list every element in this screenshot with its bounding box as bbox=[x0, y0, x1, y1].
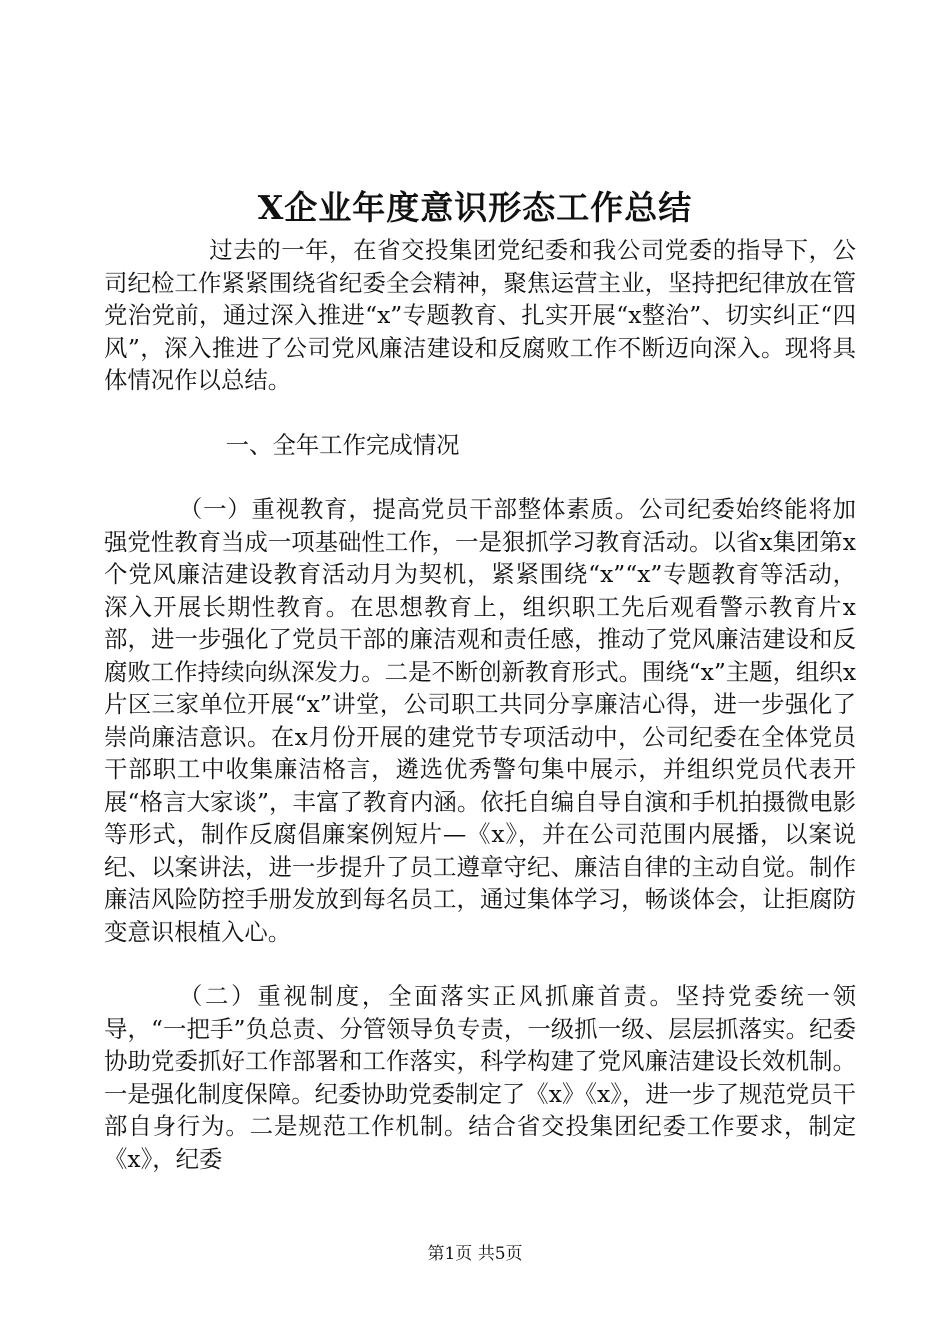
section-heading: 一、全年工作完成情况 bbox=[225, 430, 460, 459]
document-title: X企业年度意识形态工作总结 bbox=[257, 188, 693, 227]
page-footer: 第1页 共5页 bbox=[427, 1244, 523, 1264]
education-paragraph: （一）重视教育，提高党员干部整体素质。公司纪委始终能将加强党性教育当成一项基础性工作，一是狠抓学习教育活动。以省x集团第x个党风廉洁建设教育活动月为契机，紧紧围绕“x”“x”专题教育等活动，深入开展长期性教育。在思想教育上，组织职工先后观看警示教育片x部，进一步强化了党员干部的廉洁观和责任感，推动了党风廉洁建设和反腐败工作持续向纵深发力。二是不断创新教育形式。围绕“x”主题，组织x片区三家单位开展“x”讲堂，公司职工共同分享廉洁心得，进一步强化了崇尚廉洁意识。在x月份开展的建党节专项活动中，公司纪委在全体党员干部职工中收集廉洁格言，遴选优秀警句集中展示，并组织党员代表开展“格言大家谈”，丰富了教育内涵。依托自编自导自演和手机拍摄微电影等形式，制作反腐倡廉案例短片—《x》，并在公司范围内展播，以案说纪、以案讲法，进一步提升了员工遵章守纪、廉洁自律的主动自觉。制作廉洁风险防控手册发放到每名员工，通过集体学习，畅谈体会，让拒腐防变意识根植入心。 bbox=[104, 495, 857, 946]
intro-paragraph: 过去的一年，在省交投集团党纪委和我公司党委的指导下，公司纪检工作紧紧围绕省纪委全会精神，聚焦运营主业，坚持把纪律放在管党治党前，通过深入推进“x”专题教育、扎实开展“x整治”、切实纠正“四风”，深入推进了公司党风廉洁建设和反腐败工作不断迈向深入。现将具体情况作以总结。 bbox=[104, 236, 856, 394]
document-body bbox=[104, 234, 856, 1175]
system-paragraph: （二）重视制度，全面落实正风抓廉首责。坚持党委统一领导，“一把手”负总责、分管领导负专责，一级抓一级、层层抓落实。纪委协助党委抓好工作部署和工作落实，科学构建了党风廉洁建设长效机制。一是强化制度保障。纪委协助党委制定了《x》《x》，进一步了规范党员干部自身行为。二是规范工作机制。结合省交投集团纪委工作要求，制定《x》，纪委 bbox=[104, 982, 856, 1173]
